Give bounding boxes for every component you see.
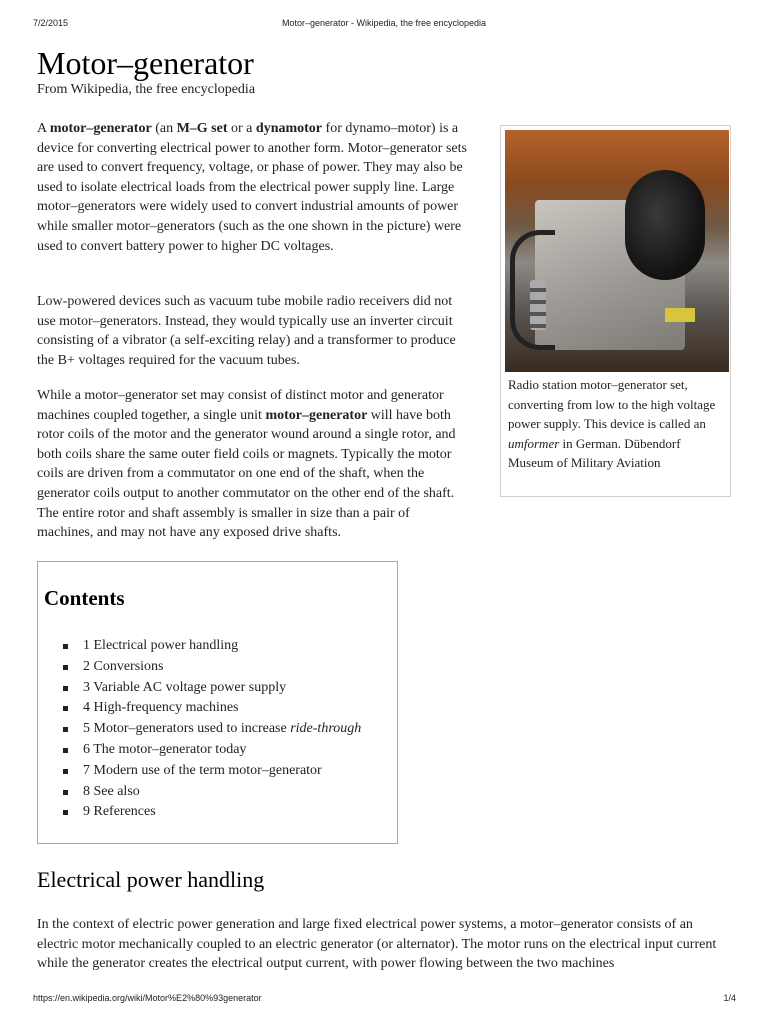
photo-connectors xyxy=(530,280,546,330)
term-mg-set: M–G set xyxy=(176,121,228,136)
site-subtitle: From Wikipedia, the free encyclopedia xyxy=(37,82,256,97)
paragraph-low-powered: Low-powered devices such as vacuum tube mobile radio receivers did not use motor–generators. Instead, they would typically use an inverter circuit consisting of a vibrator (a self-exciting relay) and a transformer to produce the B+ voltages required for the vacuum tubes. xyxy=(37,294,456,368)
section-heading: Electrical power handling xyxy=(37,867,265,892)
text: in German. Dübendorf Museum of Military Aviation xyxy=(508,435,681,470)
text: ride-through xyxy=(290,721,362,737)
toc-item[interactable]: 8 See also xyxy=(83,782,361,803)
toc-item[interactable]: 2 Conversions xyxy=(83,657,361,678)
toc-item[interactable]: 9 References xyxy=(83,802,361,823)
paragraph-single-unit xyxy=(37,386,467,543)
page-title: Motor–generator xyxy=(37,45,254,81)
text: 5 Motor–generators used to increase xyxy=(83,721,291,737)
print-url: https://en.wikipedia.org/wiki/Motor%E2%80%93generator xyxy=(33,993,262,1003)
text: A xyxy=(37,121,50,136)
term-motor-generator-2: motor–generator xyxy=(265,407,368,423)
toc-item[interactable]: 7 Modern use of the term motor–generator xyxy=(83,761,361,782)
page-number: 1/4 xyxy=(723,993,736,1003)
text: or a xyxy=(227,121,256,136)
link-dynamotor[interactable]: dynamotor xyxy=(255,121,323,136)
section-divider xyxy=(37,898,732,899)
photo-nameplate xyxy=(665,308,695,322)
print-page-title: Motor–generator - Wikipedia, the free encyclopedia xyxy=(281,18,487,28)
infobox-image xyxy=(500,125,731,497)
text: for dynamo–motor) is a device for converting electrical power to another form. Motor–generator sets are used to convert frequency, voltage, or phase of power. They may also be used to isolate electrical loads from the electrical power supply line. Large motor–generators were widely used to convert industrial amounts of power while smaller motor–generators (such as the one shown in the picture) were used to convert battery power to higher DC voltages. xyxy=(37,121,467,254)
toc-item[interactable]: 3 Variable AC voltage power supply xyxy=(83,678,361,699)
toc-item[interactable]: 6 The motor–generator today xyxy=(83,740,361,761)
text: While a motor–generator set may consist of distinct motor and generator machines coupled together, a single unit xyxy=(37,388,444,423)
table-of-contents xyxy=(37,561,398,844)
text: Radio station motor–generator set, converting from low to the high voltage power supply. This device is called an xyxy=(508,377,716,431)
print-date: 7/2/2015 xyxy=(33,18,69,28)
text: will have both rotor coils of the motor and the generator wound around a single rotor, and both coils share the same outer field coils or magnets. Typically the motor coils are driven from a commutator on one end of the shaft, when the generator coils output to another commutator on the other end of the shaft. The entire rotor and shaft assembly is smaller in size than a pair of machines, and may not have any exposed drive shafts. xyxy=(37,407,456,541)
term-umformer: umformer xyxy=(508,435,560,451)
section-paragraph: In the context of electric power generation and large fixed electrical power systems, a motor–generator consists of an electric motor mechanically coupled to an electric generator (or alternator). The motor runs on the electrical input current while the generator creates the electrical output current, with power flowing between the two machines xyxy=(37,917,717,972)
intro-paragraph xyxy=(37,119,467,256)
toc-title: Contents xyxy=(44,586,125,610)
text: (an xyxy=(151,121,177,136)
image-caption xyxy=(508,375,724,473)
motor-generator-photo[interactable] xyxy=(505,130,729,372)
toc-item[interactable]: 4 High-frequency machines xyxy=(83,698,361,719)
photo-motor xyxy=(625,170,705,280)
term-motor-generator: motor–generator xyxy=(49,121,152,136)
toc-item[interactable]: 1 Electrical power handling xyxy=(83,636,361,657)
toc-item[interactable] xyxy=(83,719,361,740)
toc-list xyxy=(83,636,361,823)
